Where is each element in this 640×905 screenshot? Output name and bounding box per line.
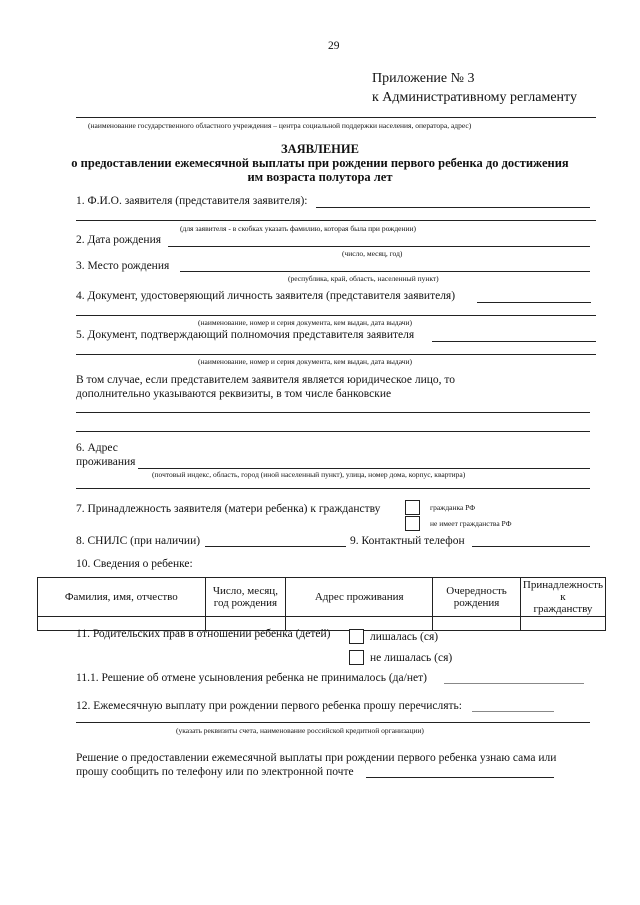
parental-rights-not-deprived-label: не лишалась (ся) <box>370 652 453 664</box>
field-address-input[interactable] <box>138 468 590 469</box>
field-payment-input-line2[interactable] <box>76 722 590 723</box>
field-snils-input[interactable] <box>205 546 346 547</box>
field-address-label-line2: проживания <box>76 456 136 468</box>
legal-entity-text-line1: В том случае, если представителем заявителя является юридическое лицо, то <box>76 374 456 386</box>
decision-contact-input[interactable] <box>366 777 554 778</box>
field-payment-caption: (указать реквизиты счета, наименование российской кредитной организации) <box>176 726 424 735</box>
legal-entity-input-line2[interactable] <box>76 431 590 432</box>
field-birthplace-caption: (республика, край, область, населенный пункт) <box>288 274 439 283</box>
org-caption: (наименование государственного областного учреждения – центра социальной поддержки населения, оператора, адрес) <box>88 121 472 130</box>
child-table <box>37 577 606 631</box>
field-citizenship-label: 7. Принадлежность заявителя (матери ребенка) к гражданству <box>76 503 381 515</box>
legal-entity-text-line2: дополнительно указываются реквизиты, в том числе банковские <box>76 388 392 400</box>
field-payment-input[interactable] <box>472 711 554 712</box>
citizenship-rf-label: гражданка РФ <box>430 503 476 512</box>
child-table-header: Адрес проживания <box>286 578 433 617</box>
decision-text-line1: Решение о предоставлении ежемесячной выплаты при рождении первого ребенка узнаю сама или <box>76 752 557 764</box>
child-table-header: Фамилия, имя, отчество <box>38 578 206 617</box>
table-cell[interactable] <box>433 617 521 631</box>
field-phone-label: 9. Контактный телефон <box>350 535 465 547</box>
field-birthdate-caption: (число, месяц, год) <box>342 249 403 258</box>
field-id-doc-input[interactable] <box>477 302 591 303</box>
child-table-header: Очередность рождения <box>433 578 521 617</box>
field-birthdate-input[interactable] <box>168 246 590 247</box>
field-birthdate-label: 2. Дата рождения <box>76 234 162 246</box>
field-parental-rights-label: 11. Родительских прав в отношении ребенка (детей) <box>76 628 331 640</box>
legal-entity-input-line1[interactable] <box>76 412 590 413</box>
field-fio-input[interactable] <box>316 207 590 208</box>
citizenship-none-checkbox[interactable] <box>405 516 420 531</box>
field-fio-input-line2[interactable] <box>76 220 596 221</box>
field-fio-caption: (для заявителя - в скобках указать фамилию, которая была при рождении) <box>180 224 416 233</box>
field-address-label-line1: 6. Адрес <box>76 442 118 454</box>
parental-rights-not-deprived-checkbox[interactable] <box>349 650 364 665</box>
field-authority-doc-input[interactable] <box>432 341 596 342</box>
field-fio-label: 1. Ф.И.О. заявителя (представителя заявителя): <box>76 195 308 207</box>
field-birthplace-label: 3. Место рождения <box>76 260 170 272</box>
field-child-info-label: 10. Сведения о ребенке: <box>76 558 193 570</box>
field-birthplace-input[interactable] <box>180 271 590 272</box>
parental-rights-deprived-checkbox[interactable] <box>349 629 364 644</box>
field-authority-doc-label: 5. Документ, подтверждающий полномочия представителя заявителя <box>76 329 415 341</box>
child-table-header: Число, месяц, год рождения <box>205 578 286 617</box>
field-address-caption: (почтовый индекс, область, город (иной населенный пункт), улица, номер дома, корпус, квартира) <box>152 470 466 479</box>
field-payment-label: 12. Ежемесячную выплату при рождении первого ребенка прошу перечислять: <box>76 700 462 712</box>
field-adoption-input[interactable] <box>444 683 584 684</box>
field-authority-doc-caption: (наименование, номер и серия документа, кем выдан, дата выдачи) <box>198 357 413 366</box>
field-address-input-line2[interactable] <box>76 488 590 489</box>
decision-text-line2: прошу сообщить по телефону или по электронной почте <box>76 766 354 778</box>
title-line3: им возраста полутора лет <box>247 170 393 184</box>
appendix-line2: к Административному регламенту <box>372 90 577 105</box>
citizenship-rf-checkbox[interactable] <box>405 500 420 515</box>
appendix-line1: Приложение № 3 <box>372 71 475 86</box>
field-id-doc-caption: (наименование, номер и серия документа, кем выдан, дата выдачи) <box>198 318 413 327</box>
field-snils-label: 8. СНИЛС (при наличии) <box>76 535 201 547</box>
page-number: 29 <box>328 40 340 52</box>
table-cell[interactable] <box>520 617 605 631</box>
field-authority-doc-input-line2[interactable] <box>76 354 596 355</box>
org-line[interactable] <box>76 117 596 118</box>
title-line1: ЗАЯВЛЕНИЕ <box>281 142 359 156</box>
parental-rights-deprived-label: лишалась (ся) <box>370 631 439 643</box>
citizenship-none-label: не имеет гражданства РФ <box>430 519 512 528</box>
child-table-header: Принадлежность к гражданству <box>520 578 605 617</box>
field-adoption-label: 11.1. Решение об отмене усыновления ребенка не принималось (да/нет) <box>76 672 427 684</box>
field-id-doc-input-line2[interactable] <box>76 315 596 316</box>
title-line2: о предоставлении ежемесячной выплаты при рождении первого ребенка до достижения <box>71 156 569 170</box>
field-id-doc-label: 4. Документ, удостоверяющий личность заявителя (представителя заявителя) <box>76 290 456 302</box>
field-phone-input[interactable] <box>472 546 590 547</box>
